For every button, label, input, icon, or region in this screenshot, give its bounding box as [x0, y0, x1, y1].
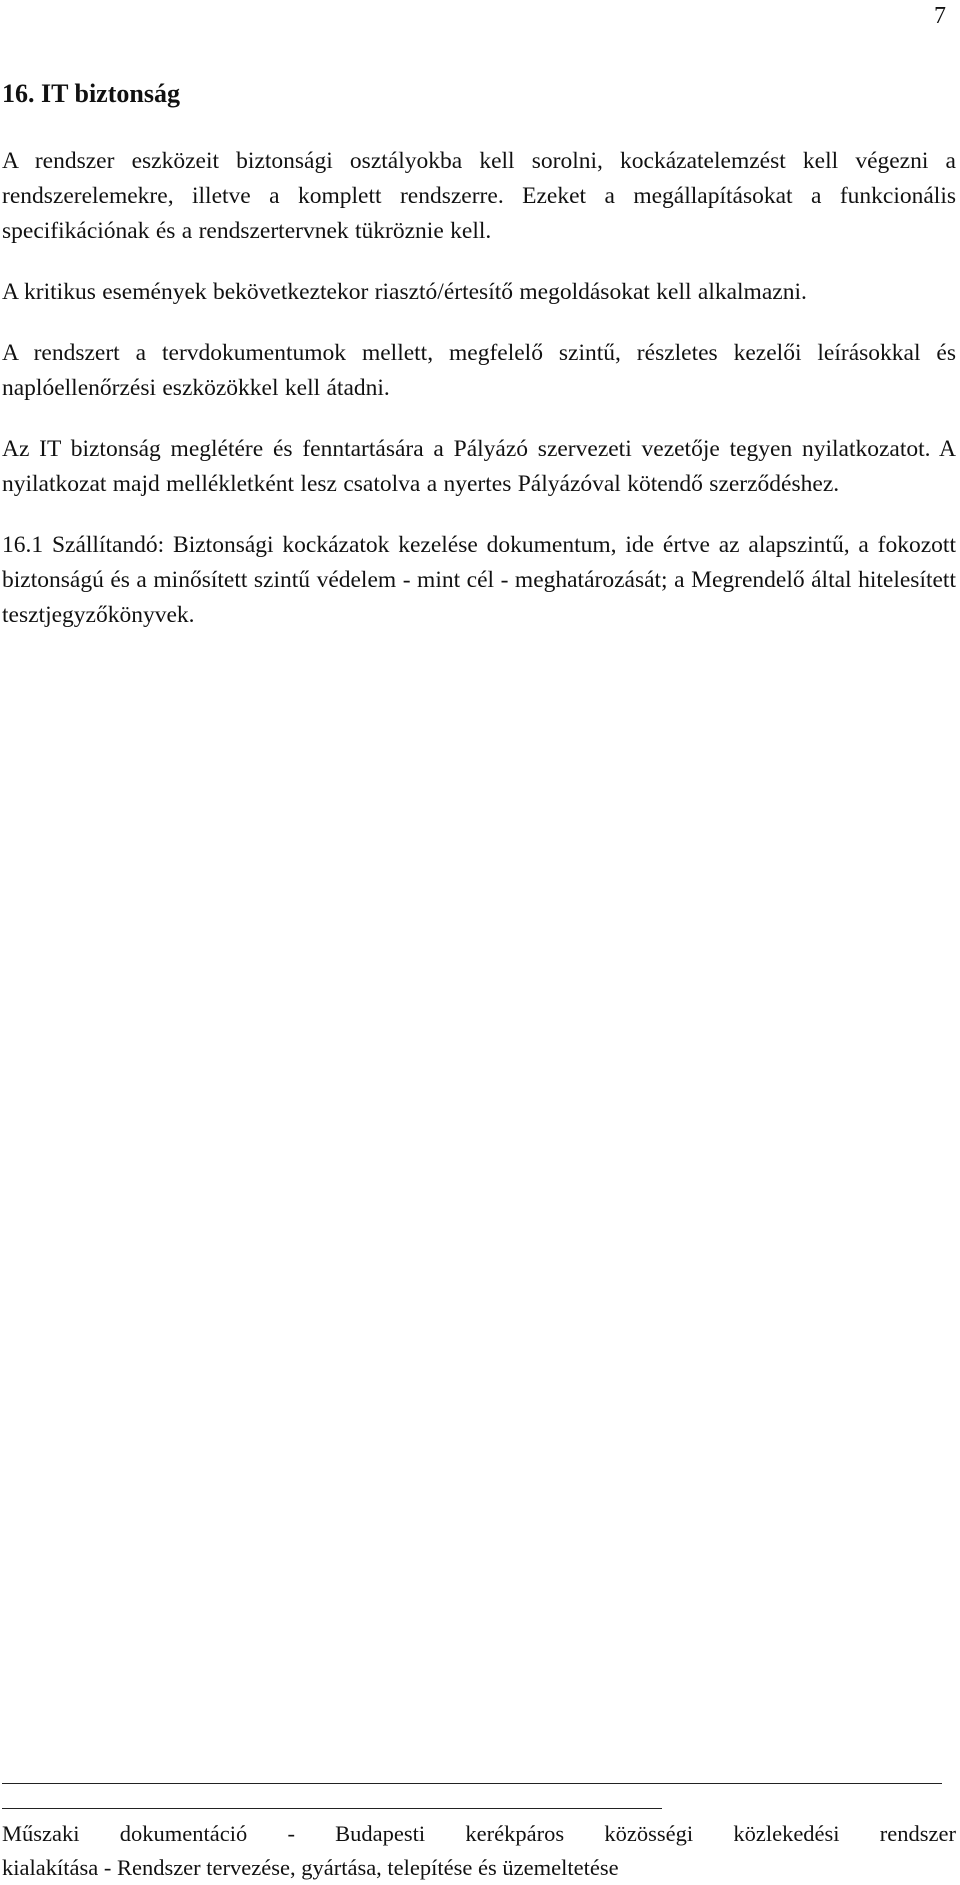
footer-divider-long — [2, 1783, 942, 1784]
paragraph-deliverable: 16.1 Szállítandó: Biztonsági kockázatok kezelése dokumentum, ide értve az alapszintű, a fokozott biztonságú és a minősített szintű védelem - mint cél - meghatározását; a Megrendelő által hitelesített tesztjegyzőkönyvek. — [2, 532, 956, 628]
paragraph-risk-assessment: A rendszer eszközeit biztonsági osztályokba kell sorolni, kockázatelemzést kell végezni a rendszerelemekre, illetve a komplett rendszerre. Ezeket a megállapításokat a funkcionális specifikációnak és a rendszertervnek tükröznie kell. — [2, 148, 956, 244]
page-footer — [2, 1817, 956, 1885]
section-heading: 16. IT biztonság — [2, 79, 180, 108]
footer-line-1: Műszaki dokumentáció - Budapesti kerékpáros közösségi közlekedési rendszer — [2, 1821, 956, 1846]
paragraph-critical-events: A kritikus események bekövetkeztekor riasztó/értesítő megoldásokat kell alkalmazni. — [2, 279, 807, 305]
paragraph-declaration: Az IT biztonság meglétére és fenntartására a Pályázó szervezeti vezetője tegyen nyilatkozatot. A nyilatkozat majd mellékletként lesz csatolva a nyertes Pályázóval kötendő szerződéshez. — [2, 436, 956, 497]
paragraph-handover: A rendszert a tervdokumentumok mellett, megfelelő szintű, részletes kezelői leírásokkal és naplóellenőrzési eszközökkel kell átadni. — [2, 340, 956, 401]
page-number: 7 — [934, 3, 946, 29]
document-body — [2, 78, 956, 659]
footer-divider-short — [2, 1808, 662, 1809]
footer-line-2: kialakítása - Rendszer tervezése, gyártása, telepítése és üzemeltetése — [2, 1855, 619, 1880]
